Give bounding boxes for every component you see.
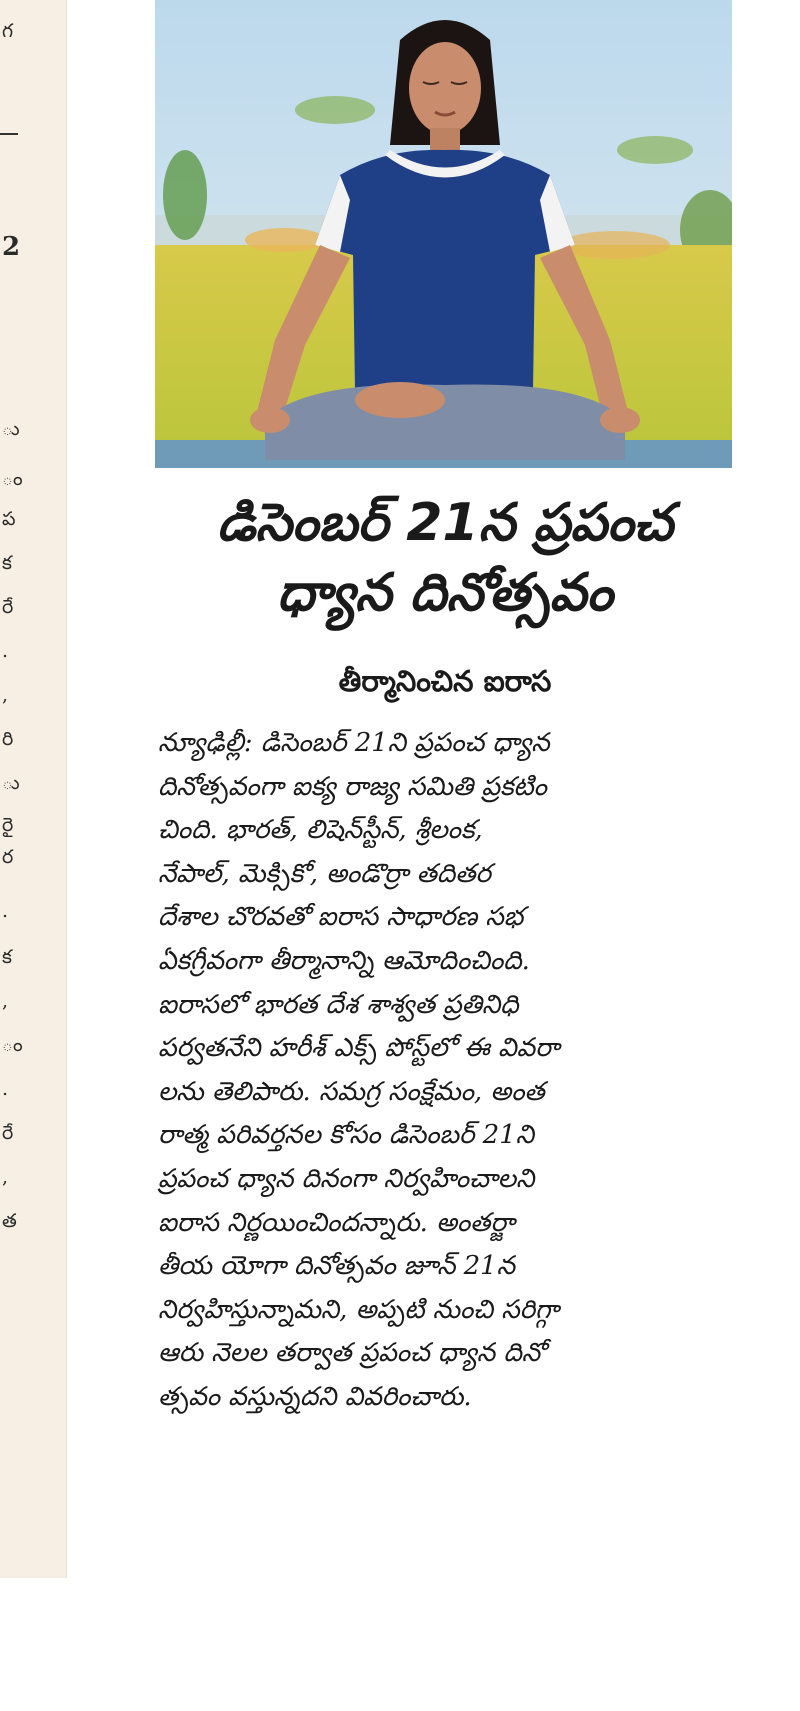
column-fragment: , (2, 990, 9, 1012)
column-fragment: క (2, 552, 12, 574)
column-divider (0, 133, 18, 135)
body-line: రాత్మ పరివర్తనల కోసం డిసెంబర్ 21ని (158, 1120, 535, 1151)
column-fragment: ం (2, 1034, 23, 1056)
article-headline (150, 488, 740, 628)
body-line: పర్వతనేని హరీశ్ ఎక్స్ పోస్ట్‌లో ఈ వివరా (158, 1033, 560, 1064)
column-fragment: . (2, 1078, 9, 1100)
column-fragment: , (2, 684, 9, 706)
body-line: చింది. భారత్, లిషెన్‌స్టీన్, శ్రీలంక, (158, 815, 483, 846)
body-line: దేశాల చొరవతో ఐరాస సాధారణ సభ (158, 902, 524, 933)
body-line: త్సవం వస్తున్నదని వివరించారు. (158, 1381, 472, 1412)
body-line: ఐరాస నిర్ణయించిందన్నారు. అంతర్జా (158, 1207, 515, 1238)
article-body (158, 722, 738, 1420)
column-fragment: రై (2, 814, 14, 836)
column-fragment: . (2, 900, 9, 922)
column-fragment: గ (2, 20, 14, 42)
body-line: ప్రపంచ ధ్యాన దినంగా నిర్వహించాలని (158, 1163, 535, 1194)
column-fragment: ర (2, 846, 14, 868)
body-line: ఐరాసలో భారత దేశ శాశ్వత ప్రతినిధి (158, 989, 519, 1020)
body-line: న్యూఢిల్లీ: డిసెంబర్ 21ని ప్రపంచ ధ్యాన (158, 728, 550, 758)
body-line: ఏకగ్రీవంగా తీర్మానాన్ని ఆమోదించింది. (158, 945, 530, 976)
body-line: ఆరు నెలల తర్వాత ప్రపంచ ధ్యాన దినో (158, 1338, 546, 1369)
column-fragment: త (2, 1210, 17, 1232)
headline-line: ధ్యాన దినోత్సవం (277, 563, 613, 623)
body-line: నేపాల్, మెక్సికో, అండొర్రా తదితర (158, 858, 491, 889)
body-line: నిర్వహిస్తున్నామని, అప్పటి నుంచి సరిగ్గా (158, 1294, 559, 1325)
meditation-photo (155, 0, 732, 468)
body-line: లను తెలిపారు. సమగ్ర సంక్షేమం, అంత (158, 1076, 545, 1107)
column-fragment: క (2, 946, 12, 968)
article-subheadline: తీర్మానించిన ఐరాస (338, 664, 552, 698)
column-fragment: ప (2, 508, 16, 530)
column-fragment: ు (2, 772, 20, 794)
column-fragment: ం (2, 468, 23, 490)
column-fragment: 2 (2, 232, 21, 262)
column-fragment: రి (2, 728, 14, 750)
column-fragment: రే (2, 596, 14, 618)
column-fragment: , (2, 1166, 9, 1188)
headline-line: డిసెంబర్ 21న ప్రపంచ (216, 493, 674, 553)
body-line: దినోత్సవంగా ఐక్య రాజ్య సమితి ప్రకటిం (158, 771, 547, 802)
column-fragment: ు (2, 418, 20, 440)
column-fragment: రే (2, 1122, 14, 1144)
column-fragment: . (2, 640, 9, 662)
body-line: తీయ యోగా దినోత్సవం జూన్ 21న (158, 1251, 515, 1282)
adjacent-column-strip (0, 0, 67, 1578)
